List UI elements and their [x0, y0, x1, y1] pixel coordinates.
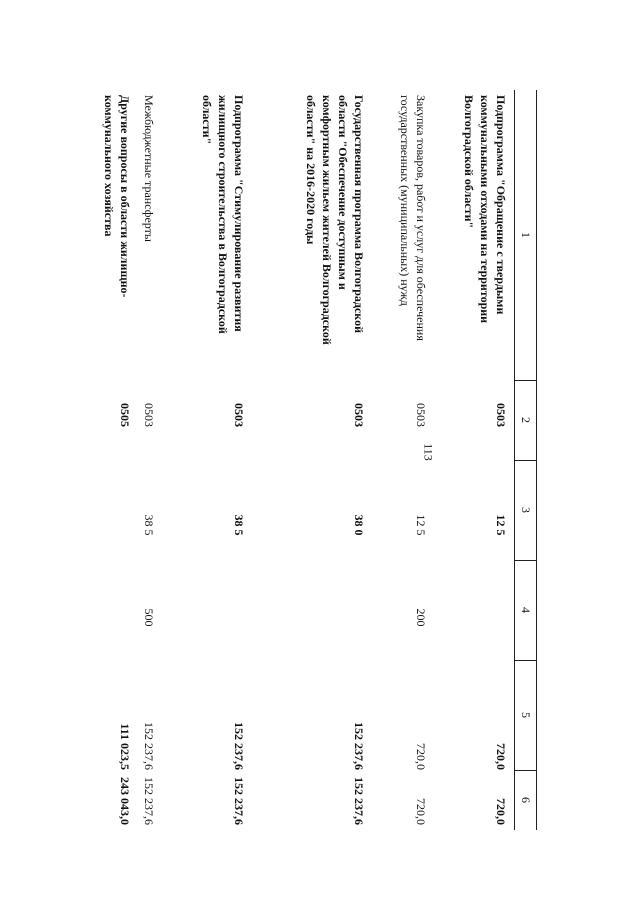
row-amount-2: 152 237,6	[142, 777, 156, 825]
row-expense-type: 200	[414, 608, 428, 627]
row-section-code: 0503	[352, 403, 366, 427]
row-amount-2: 720,0	[414, 798, 428, 825]
header-col-2: 2	[519, 417, 533, 423]
row-expense-type: 500	[142, 608, 156, 627]
row-amount-1: 152 237,6	[142, 722, 156, 770]
row-program-code: 38 5	[232, 514, 246, 536]
row-section-code: 0503	[414, 403, 428, 427]
row-amount-2: 720,0	[494, 798, 508, 825]
row-section-code: 0503	[142, 403, 156, 427]
row-name: Подпрограмма "Стимулирование развития жилищного строительства в Волгоградской области"	[200, 95, 246, 334]
row-program-code: 12 5	[494, 514, 508, 536]
row-name: Государственная программа Волгоградской области "Обеспечение доступным и комфортным жильем жителей Волгоградской области" на 2016-2020 годы	[304, 95, 366, 345]
row-program-code: 38 0	[352, 514, 366, 536]
header-col-3: 3	[519, 507, 533, 513]
row-amount-1: 152 237,6	[352, 722, 366, 770]
row-name: Закупка товаров, работ и услуг для обеспечения государственных (муниципальных) нужд	[398, 95, 428, 341]
row-name: Межбюджетные трансферты	[142, 95, 156, 242]
row-section-code: 0503	[494, 403, 508, 427]
row-name: Другие вопросы в области жилищно-коммунального хозяйства	[102, 95, 132, 298]
header-col-1: 1	[519, 232, 533, 238]
row-amount-1: 720,0	[414, 743, 428, 770]
page-number: 113	[421, 443, 436, 461]
header-col-5: 5	[519, 712, 533, 718]
row-amount-2: 243 043,0	[118, 777, 132, 825]
row-program-code: 12 5	[414, 514, 428, 536]
row-amount-1: 720,0	[494, 743, 508, 770]
row-amount-2: 152 237,6	[232, 777, 246, 825]
row-section-code: 0505	[118, 403, 132, 427]
row-program-code: 38 5	[142, 514, 156, 536]
header-col-6: 6	[519, 797, 533, 803]
header-col-4: 4	[519, 607, 533, 613]
row-amount-2: 152 237,6	[352, 777, 366, 825]
row-amount-1: 111 023,5	[118, 723, 132, 770]
row-section-code: 0503	[232, 403, 246, 427]
row-name: Подпрограмма "Обращение с твердыми коммунальными отходами на территории Волгоградской области"	[462, 95, 508, 324]
budget-table	[82, 90, 537, 830]
row-amount-1: 152 237,6	[232, 722, 246, 770]
